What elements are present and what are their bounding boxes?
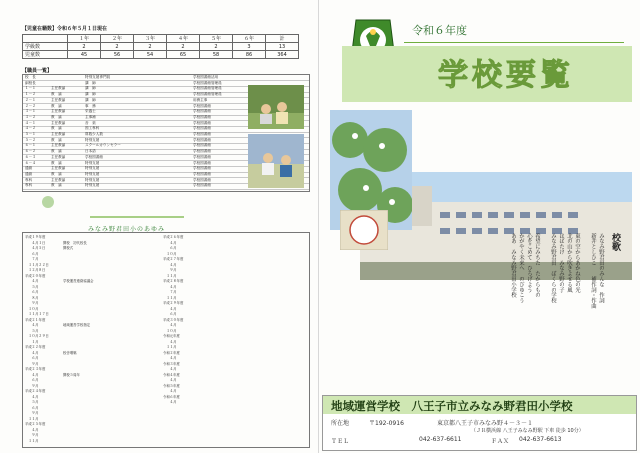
table-row [23,51,299,59]
history-entry: ４月 [163,339,177,344]
table-row [23,43,299,51]
song-line: みなみ野君田 ぼくらの学校 [550,233,556,304]
tel-label: ＴＥＬ [331,438,350,445]
staff-cell: 学校図書館 [193,126,211,131]
staff-cell: ５－１ [25,132,36,136]
staff-cell: １－２ [25,92,36,97]
staff-cell: 日本語 [85,149,96,154]
staff-cell: 専科 [25,177,33,182]
staff-cell: 教 諭 [51,126,62,131]
table-header-cell: ４年 [167,35,200,43]
staff-cell: 通級 [25,171,33,176]
enrollment-table [22,34,299,59]
staff-cell: ６－４ [25,160,36,165]
history-entry: ４月 [163,323,177,327]
staff-cell: 学校図書館 [193,177,211,182]
table-header-cell [23,35,68,43]
history-entry: １１月 [163,295,177,300]
decorative-vine [90,203,184,205]
staff-cell: 栄養士 [85,109,96,114]
history-entry: ４月 [25,394,39,399]
staff-cell: ４－１ [25,120,36,125]
table-cell: 13 [266,43,299,51]
history-entry: 平成２９年度 [163,301,184,305]
fax-label: ＦＡＸ [491,438,510,445]
history-entry: ９月 [25,411,39,415]
staff-cell: ４－２ [25,126,36,131]
staff-cell: 講 師 [85,86,96,91]
table-header-cell: ３年 [134,35,167,43]
history-entry: 平成２５年度 [25,422,46,426]
history-entry: ４月 [25,427,39,432]
staff-cell: 主任教諭 [51,109,66,114]
history-entry: 平成１９年度 [25,235,46,239]
staff-cell: 主任教諭 [51,177,66,182]
history-entry: ４月 [163,356,177,360]
staff-cell: ５－２ [25,137,36,142]
history-entry: 令和３年度 [163,361,180,366]
staff-cell: ３－２ [25,114,36,119]
staff-cell: 教 諭 [51,160,62,165]
history-entry: １０月 [163,328,177,333]
history-entry: ４月 [163,389,177,393]
photo-student-activity [248,134,304,188]
staff-cell: 学校図書館活用 [193,75,219,79]
history-entry: 平成２２年度 [25,345,46,349]
staff-cell: 学校図書館 [193,120,211,125]
history-entry: ４月 [25,350,39,355]
history-entry: ７月 [163,290,177,294]
staff-cell: ６－２ [25,149,36,154]
staff-cell: 講 師 [85,80,96,85]
song-line: はばたけ みなみ野の子 [558,233,564,293]
history-entry: 平成２０年度 [25,273,46,278]
staff-cell: 学校図書館 [193,160,211,165]
song-line: 東の空からあかね色の光 [574,233,580,293]
staff-cell: 学校図書館 [193,143,211,148]
history-entry: １１月２２日 [25,262,49,267]
history-entry: ６月 [25,378,39,382]
history-entry: ９月 [163,268,177,272]
history-entry: 令和２年度 [163,350,180,355]
history-entry: 平成３０年度 [163,317,184,322]
history-event: 学校運営連絡協議会 [63,279,94,283]
staff-cell: 教 諭 [51,149,62,154]
staff-cell: 学校図書館 [193,171,211,176]
history-entry: ９月 [25,383,39,388]
history-entry: ４月１日 [25,240,46,245]
history-entry: 平成２３年度 [25,367,46,371]
table-cell: 58 [200,51,233,59]
postal-code: 〒192-0916 [369,420,404,427]
history-entry: １１月 [163,345,177,349]
row-label: 学級数 [23,43,68,51]
staff-cell: 副校長 [25,80,36,85]
history-entry: ４月 [25,372,39,377]
history-entry: 平成２６年度 [163,235,184,239]
staff-cell: 教 諭 [51,92,62,97]
staff-heading: 【職員一覧】 [22,68,53,74]
history-entry: 令和５年度 [163,383,180,388]
history-entry: ４月 [25,323,39,327]
staff-cell: 学校図書館 [193,132,211,136]
street-address: 東京都八王子市みなみ野４－３－１ [437,420,534,427]
song-line: かがやく未来へ のびゆこう [518,233,524,304]
history-entry: 平成２８年度 [163,279,184,283]
access-info: （ＪＲ横浜線 八王子みなみ野駅 下車 徒歩 10分） [471,428,584,434]
history-entry: 令和４年度 [163,372,180,377]
history-entry: ８月 [25,295,39,300]
staff-cell: 学校図書館管理員 [193,80,222,85]
history-entry: １月 [25,339,39,344]
staff-cell: 主任教諭 [51,166,66,171]
staff-cell: ２－１ [25,97,36,102]
staff-cell: 校 長 [25,75,36,79]
song-line: 北の山から吹きよせる風 [566,233,572,293]
staff-cell: 主事補 [85,114,96,119]
staff-cell: 学校図書館 [193,154,211,159]
staff-cell: 主任教諭 [51,97,66,102]
history-entry: ４月 [163,378,177,382]
song-line: 心をこめて ひろげよう [526,233,532,293]
song-line: みなみ野君田のみんな 作詞 [598,233,604,304]
table-cell: 2 [200,43,233,51]
history-entry: ７月 [25,257,39,261]
school-name: 地域運営学校 八王子市立みなみ野君田小学校 [331,399,573,413]
staff-cell: 学校図書館 [85,154,103,159]
song-line: 新井としひこ 補作詞・作曲 [590,233,596,309]
staff-cell: 主任教諭 [51,154,66,159]
staff-cell: ３－１ [25,109,36,114]
staff-cell: 学校図書館管理員 [193,86,222,91]
staff-cell: 教 諭 [51,114,62,119]
staff-cell: １－１ [25,86,36,91]
table-cell: 65 [167,51,200,59]
history-event: 校舎増築 [63,350,77,355]
history-entry: ４月 [163,262,177,267]
address-label: 所在地 [331,420,350,427]
staff-cell: 主任教諭 [51,132,66,136]
staff-cell: ２－２ [25,103,36,108]
staff-cell: 講 師 [85,97,96,102]
staff-cell: 事 務 [85,103,96,108]
staff-cell: 学校図書館 [193,137,211,142]
history-entry: 平成２１年度 [25,317,46,322]
staff-cell: 音 楽 [85,120,96,125]
table-header-cell: ５年 [200,35,233,43]
song-title: 校歌 [610,233,620,251]
table-cell: 54 [134,51,167,59]
staff-cell: スクールカウンセラー [85,143,121,148]
history-entry: ９月 [25,433,39,437]
staff-cell: 特別支援 [85,160,100,165]
table-cell: 2 [68,43,101,51]
table-cell: 364 [266,51,299,59]
staff-cell: 特別支援 [85,171,100,176]
table-header-cell: 計 [266,35,299,43]
history-entry: ４月 [163,400,177,404]
staff-cell: 教 諭 [51,103,62,108]
staff-cell: 主任教諭 [51,86,66,91]
history-entry: 平成２７年度 [163,257,184,261]
year-label: 令和６年度 [412,24,467,37]
history-entry: ６月 [25,251,39,256]
history-entry: １０月２９日 [25,334,49,338]
table-cell: 2 [134,43,167,51]
staff-cell: 算数少人数 [85,132,103,136]
staff-cell: 特別支援 [85,183,100,188]
staff-cell: 主任教諭 [51,120,66,125]
staff-cell: 特別支援 [85,137,100,142]
history-entry: ６月 [25,356,39,360]
staff-cell: 図工専科 [85,126,100,131]
history-entry: ５月 [25,284,39,289]
staff-cell: 学校図書館 [193,109,211,114]
staff-cell: 専科 [25,183,33,188]
history-event: 開校式 [63,246,74,250]
history-entry: 平成２４年度 [25,389,46,393]
song-line: ああ みなみ野君田小学校 [510,233,516,298]
history-entry: ４月 [25,279,39,283]
history-entry: ６月 [25,405,39,410]
tel-number: 042-637-6611 [419,436,462,443]
history-event: 開校 初代校長 [63,240,87,245]
staff-cell: 講 師 [85,92,96,97]
school-info-box [322,395,637,451]
staff-cell: 特別支援 [85,166,100,171]
fax-number: 042-637-6613 [519,436,562,443]
staff-cell: 通級 [25,166,33,171]
table-header-cell: ６年 [233,35,266,43]
stats-heading: 【児童在籍数】令和６年５月１日現在 [22,26,108,32]
song-line: 希望にみちた たからもの [534,233,540,298]
history-entry: １０月 [163,251,177,256]
history-entry: ６月 [163,246,177,250]
history-entry: ４月 [163,367,177,371]
table-header-cell: １年 [68,35,101,43]
photo-bamboo-class [248,85,304,129]
table-cell: 2 [167,43,200,51]
staff-cell: 学校図書館管理員 [193,92,222,97]
staff-cell: 教 諭 [51,183,62,188]
history-entry: ４月 [163,284,177,289]
history-entry: １１月１７日 [25,312,49,316]
history-entry: ９月 [25,361,39,366]
page-divider [318,0,319,453]
staff-cell: 学校図書館 [193,166,211,171]
staff-cell: 用務主事 [193,97,208,102]
main-title: 学校要覧 [438,58,574,93]
history-entry: ４月５日 [25,246,46,250]
history-entry: ６月 [25,290,39,294]
row-label: 児童数 [23,51,68,59]
history-entry: ６月 [163,312,177,316]
table-header-cell: ２年 [101,35,134,43]
history-entry: 令和６年度 [163,394,180,399]
staff-cell: 学校図書館 [193,183,211,188]
history-entry: １１月 [25,416,39,421]
table-cell: 56 [101,51,134,59]
history-entry: ４月 [163,306,177,311]
history-event: 開校５周年 [63,372,80,377]
staff-cell: 学校図書館 [193,103,211,108]
staff-cell: 学校図書館 [193,114,211,119]
history-title: みなみ野君田小のあゆみ [88,226,166,233]
staff-cell: ６－３ [25,154,36,159]
table-cell: 86 [233,51,266,59]
history-timeline [22,232,310,448]
history-event: 地域運営学校指定 [63,323,91,327]
history-entry: １１月 [163,273,177,278]
table-cell: 3 [233,43,266,51]
history-entry: ５月 [25,328,39,333]
table-header-row [23,35,299,43]
history-entry: １２月８日 [25,268,46,272]
staff-cell: 特別支援専門員 [85,75,111,79]
history-entry: 令和元年度 [163,334,180,338]
staff-cell: 学校図書館 [193,149,211,154]
history-entry: ５月 [25,400,39,404]
table-cell: 2 [101,43,134,51]
staff-cell: ６－１ [25,143,36,148]
staff-cell: 主任教諭 [51,143,66,148]
school-song [328,233,624,325]
history-entry: １０月 [25,306,39,311]
history-entry: ４月 [163,240,177,245]
history-entry: ９月 [25,301,39,305]
staff-cell: 教 諭 [51,137,62,142]
history-entry: １１月 [25,438,39,443]
table-cell: 45 [68,51,101,59]
staff-cell: 教 諭 [51,171,62,176]
staff-cell: 特別支援 [85,177,100,182]
